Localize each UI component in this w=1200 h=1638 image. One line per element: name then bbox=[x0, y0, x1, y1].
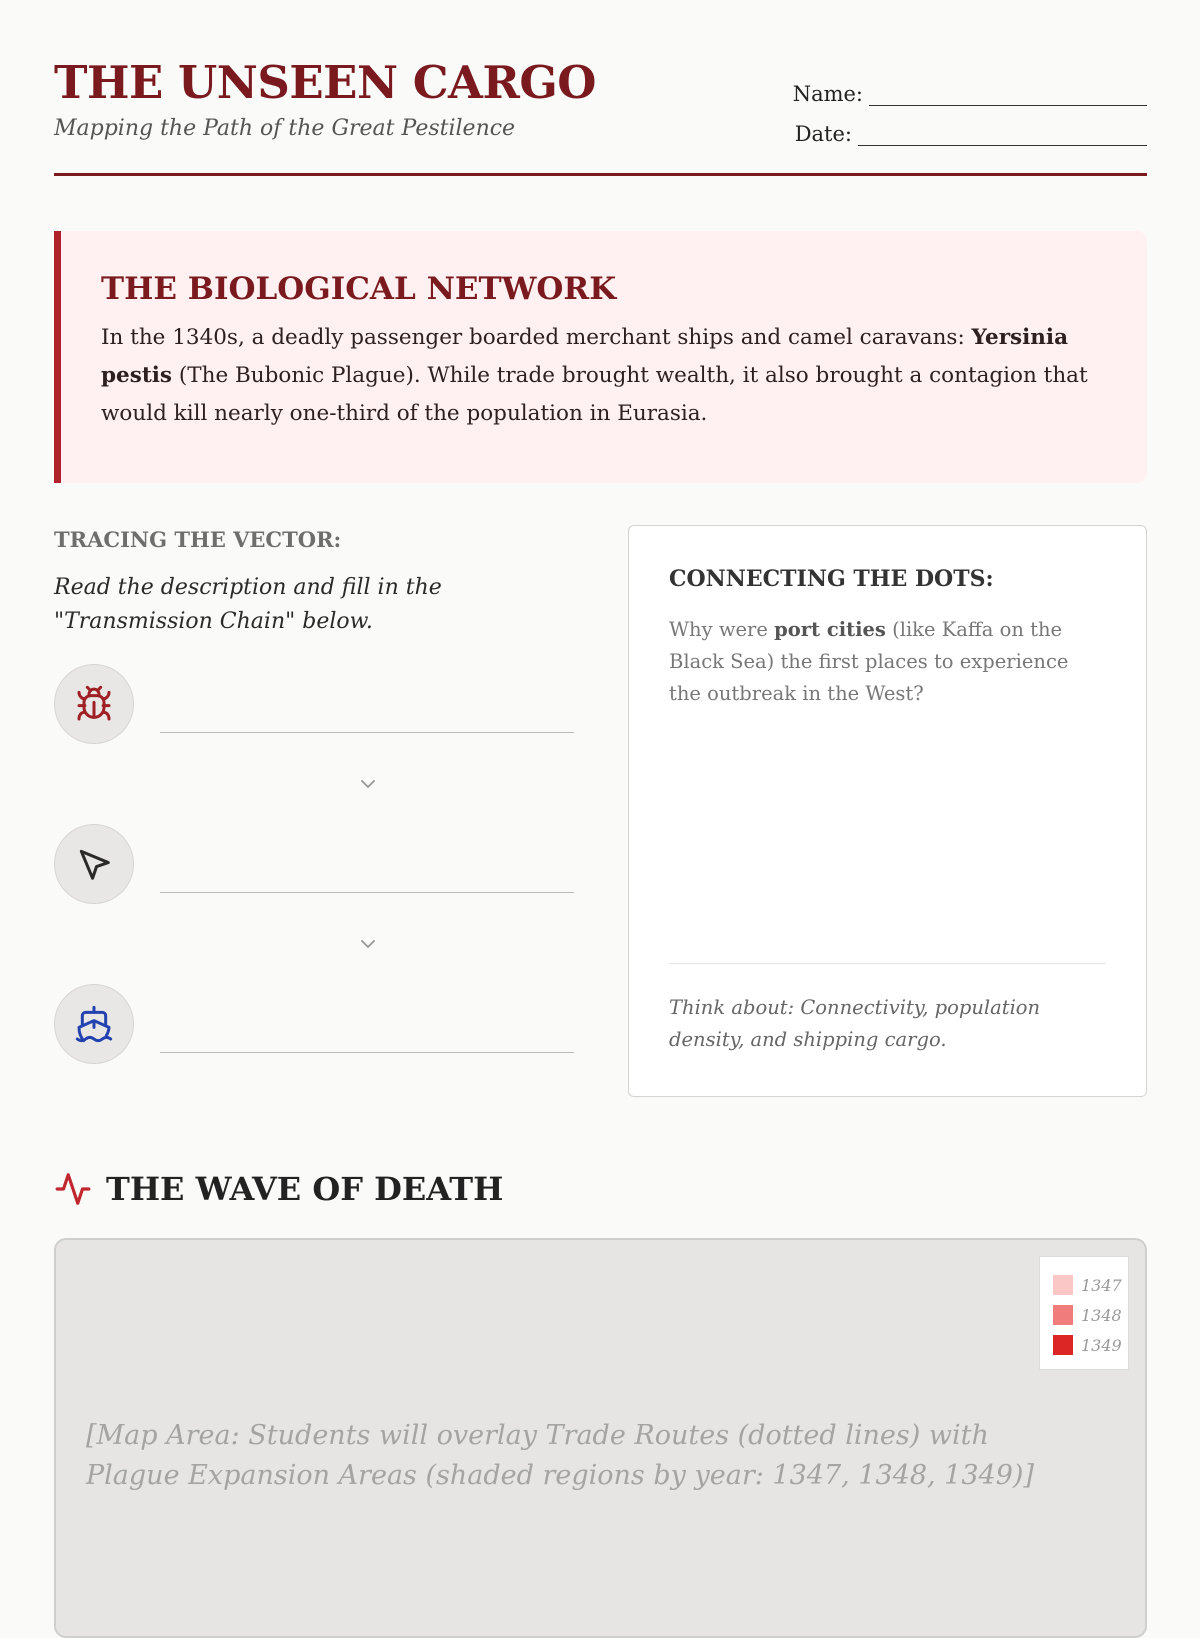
bio-heading: THE BIOLOGICAL NETWORK bbox=[101, 271, 617, 307]
legend-item bbox=[1053, 1269, 1128, 1301]
connecting-dots-card bbox=[628, 525, 1147, 1097]
bio-text-start: In the 1340s, a deadly passenger boarded merchant ships and camel caravans: bbox=[101, 325, 972, 350]
map-area[interactable] bbox=[54, 1238, 1147, 1638]
connecting-question bbox=[669, 614, 1106, 710]
page-subtitle: Mapping the Path of the Great Pestilence bbox=[54, 116, 516, 141]
pulse-icon bbox=[54, 1170, 92, 1208]
legend-swatch-1348 bbox=[1053, 1305, 1073, 1325]
chevron-down-icon bbox=[354, 774, 382, 794]
date-label: Date: bbox=[794, 122, 852, 146]
bug-icon bbox=[54, 664, 134, 744]
legend-label: 1348 bbox=[1081, 1305, 1122, 1325]
chain-step-3 bbox=[54, 984, 574, 1064]
question-start: Why were bbox=[669, 618, 775, 641]
page-title: THE UNSEEN CARGO bbox=[54, 56, 596, 109]
chain-answer-line-1[interactable] bbox=[160, 732, 574, 733]
date-row bbox=[787, 106, 1147, 146]
legend-swatch-1349 bbox=[1053, 1335, 1073, 1355]
legend-item bbox=[1053, 1329, 1128, 1361]
answer-divider bbox=[669, 963, 1106, 964]
question-bold: port cities bbox=[774, 618, 886, 641]
legend-label: 1347 bbox=[1081, 1275, 1122, 1295]
biological-network-box bbox=[54, 231, 1147, 483]
bio-text bbox=[101, 319, 1107, 433]
date-field[interactable] bbox=[858, 121, 1147, 146]
name-label: Name: bbox=[792, 82, 863, 106]
bio-text-end: (The Bubonic Plague). While trade brought wealth, it also brought a contagion that would kill nearly one-third of the population in Eurasia. bbox=[101, 363, 1088, 426]
connecting-hint: Think about: Connectivity, population density, and shipping cargo. bbox=[669, 996, 1041, 1051]
tracing-heading: TRACING THE VECTOR: bbox=[54, 527, 342, 552]
chain-step-1 bbox=[54, 664, 574, 744]
cursor-icon bbox=[54, 824, 134, 904]
connecting-heading: CONNECTING THE DOTS: bbox=[669, 566, 994, 592]
header-divider bbox=[54, 173, 1147, 176]
bio-text-bold: Yersinia pestis bbox=[101, 325, 1069, 388]
question-end: (like Kaffa on the Black Sea) the first places to experience the outbreak in the West? bbox=[669, 618, 1069, 705]
wave-section-header bbox=[54, 1167, 503, 1211]
name-field[interactable] bbox=[869, 81, 1147, 106]
name-row bbox=[787, 66, 1147, 106]
legend-label: 1349 bbox=[1081, 1335, 1122, 1355]
chain-answer-line-2[interactable] bbox=[160, 892, 574, 893]
tracing-instructions: Read the description and fill in the "Transmission Chain" below. bbox=[54, 575, 442, 634]
name-date-block bbox=[787, 66, 1147, 146]
chain-answer-line-3[interactable] bbox=[160, 1052, 574, 1053]
map-placeholder-text: [Map Area: Students will overlay Trade Routes (dotted lines) with Plague Expansion Areas (shaded regions by year: 1347, 1348, 1349)] bbox=[86, 1420, 1034, 1491]
map-legend bbox=[1039, 1256, 1129, 1370]
legend-swatch-1347 bbox=[1053, 1275, 1073, 1295]
ship-icon bbox=[54, 984, 134, 1064]
worksheet-page bbox=[54, 0, 1147, 1600]
chain-step-2 bbox=[54, 824, 574, 904]
chevron-down-icon bbox=[354, 934, 382, 954]
legend-item bbox=[1053, 1299, 1128, 1331]
wave-heading: THE WAVE OF DEATH bbox=[106, 1170, 504, 1208]
